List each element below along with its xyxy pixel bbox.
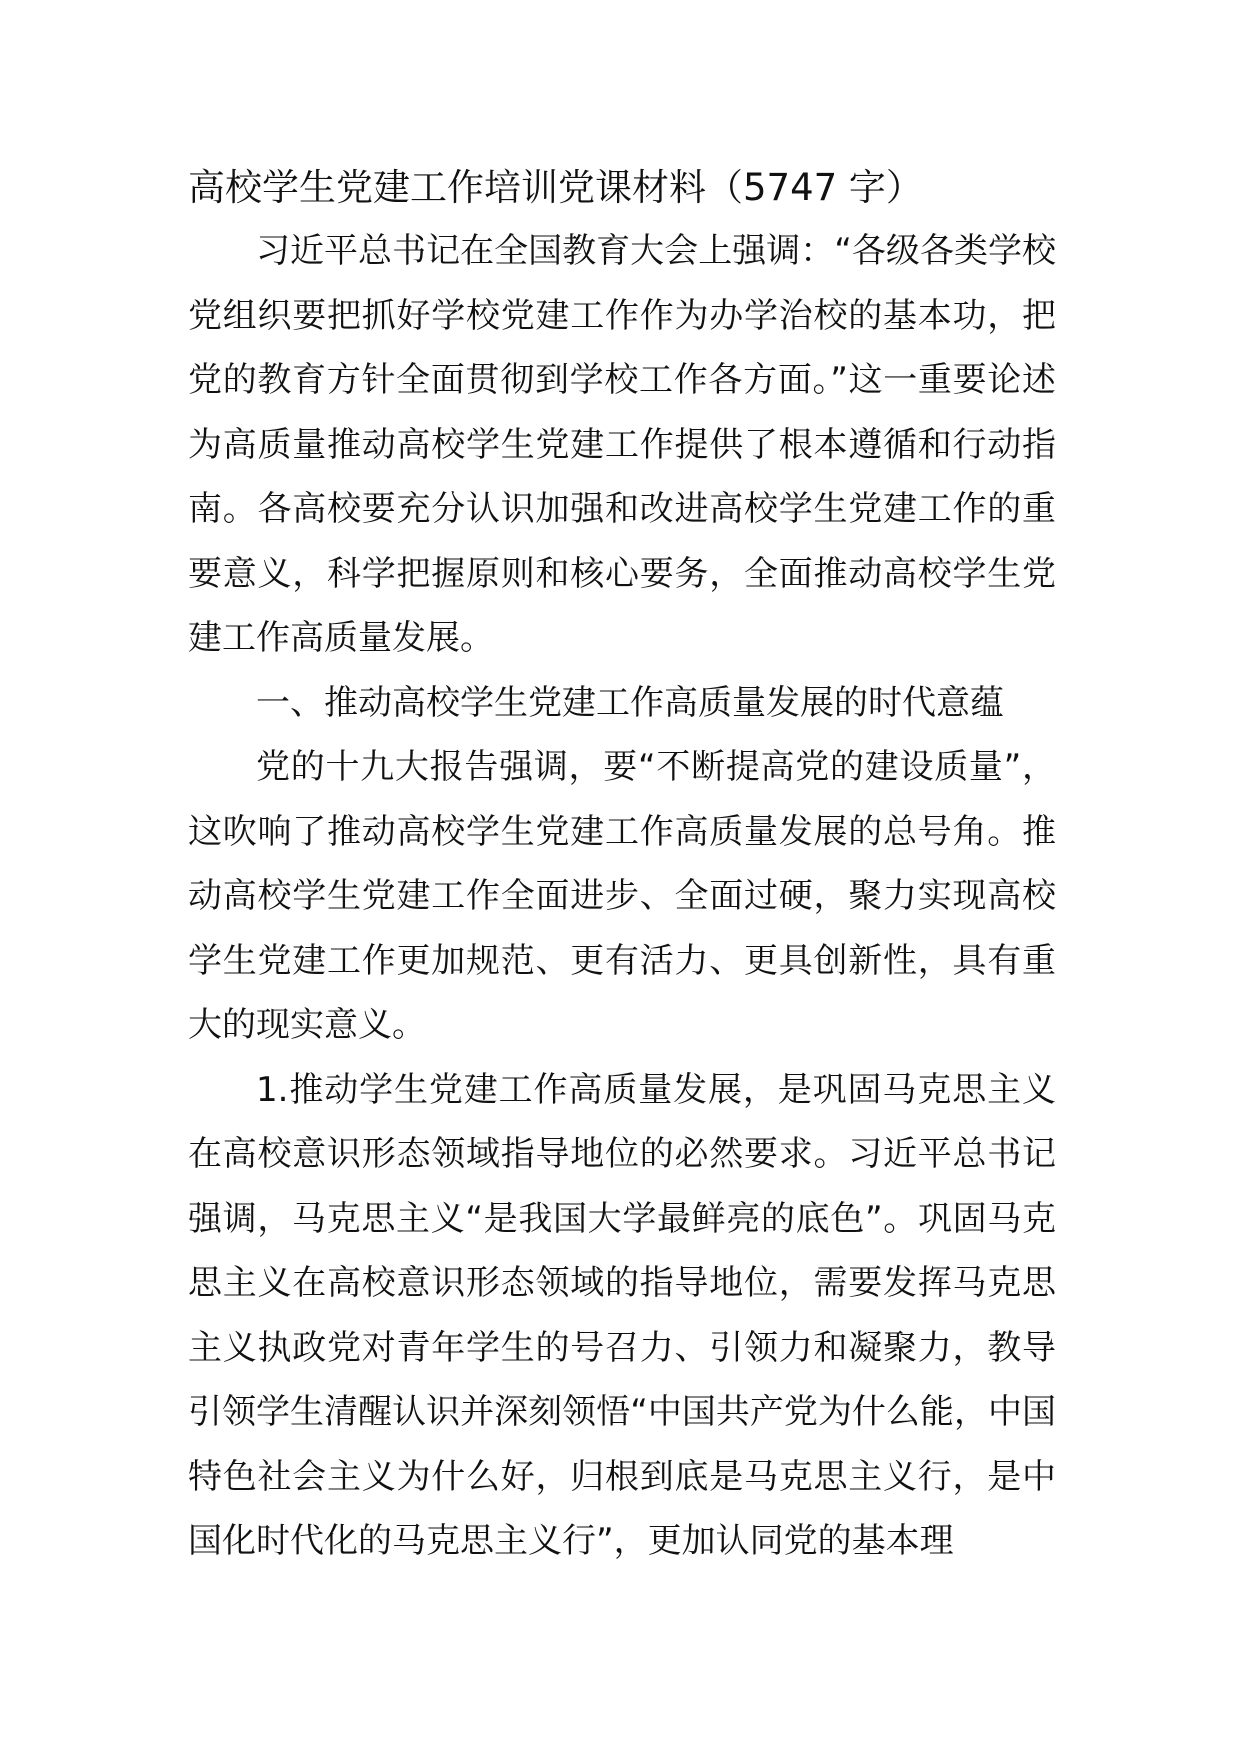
intro-paragraph: 习近平总书记在全国教育大会上强调：“各级各类学校党组织要把抓好学校党建工作作为办学治校的基本功，把党的教育方针全面贯彻到学校工作各方面。”这一重要论述为高质量推动高校学生党建工作提供了根本遵循和行动指南。各高校要充分认识加强和改进高校学生党建工作的重要意义，科学把握原则和核心要务，全面推动高校学生党建工作高质量发展。 — [188, 231, 1056, 658]
body-paragraph: 1.推动学生党建工作高质量发展，是巩固马克思主义在高校意识形态领域指导地位的必然要求。习近平总书记强调，马克思主义“是我国大学最鲜亮的底色”。巩固马克思主义在高校意识形态领域的指导地位，需要发挥马克思主义执政党对青年学生的号召力、引领力和凝聚力，教导引领学生清醒认识并深刻领悟“中国共产党为什么能，中国特色社会主义为什么好，归根到底是马克思主义行，是中国化时代化的马克思主义行”，更加认同党的基本理 — [188, 1069, 1056, 1561]
document-title: 高校学生党建工作培训党课材料（5747 字） — [188, 166, 923, 209]
document-body — [188, 163, 1056, 1574]
body-paragraph: 党的十九大报告强调，要“不断提高党的建设质量”，这吹响了推动高校学生党建工作高质量发展的总号角。推动高校学生党建工作全面进步、全面过硬，聚力实现高校学生党建工作更加规范、更有活力、更具创新性，具有重大的现实意义。 — [188, 747, 1056, 1045]
section-heading: 一、推动高校学生党建工作高质量发展的时代意蕴 — [256, 682, 1004, 723]
